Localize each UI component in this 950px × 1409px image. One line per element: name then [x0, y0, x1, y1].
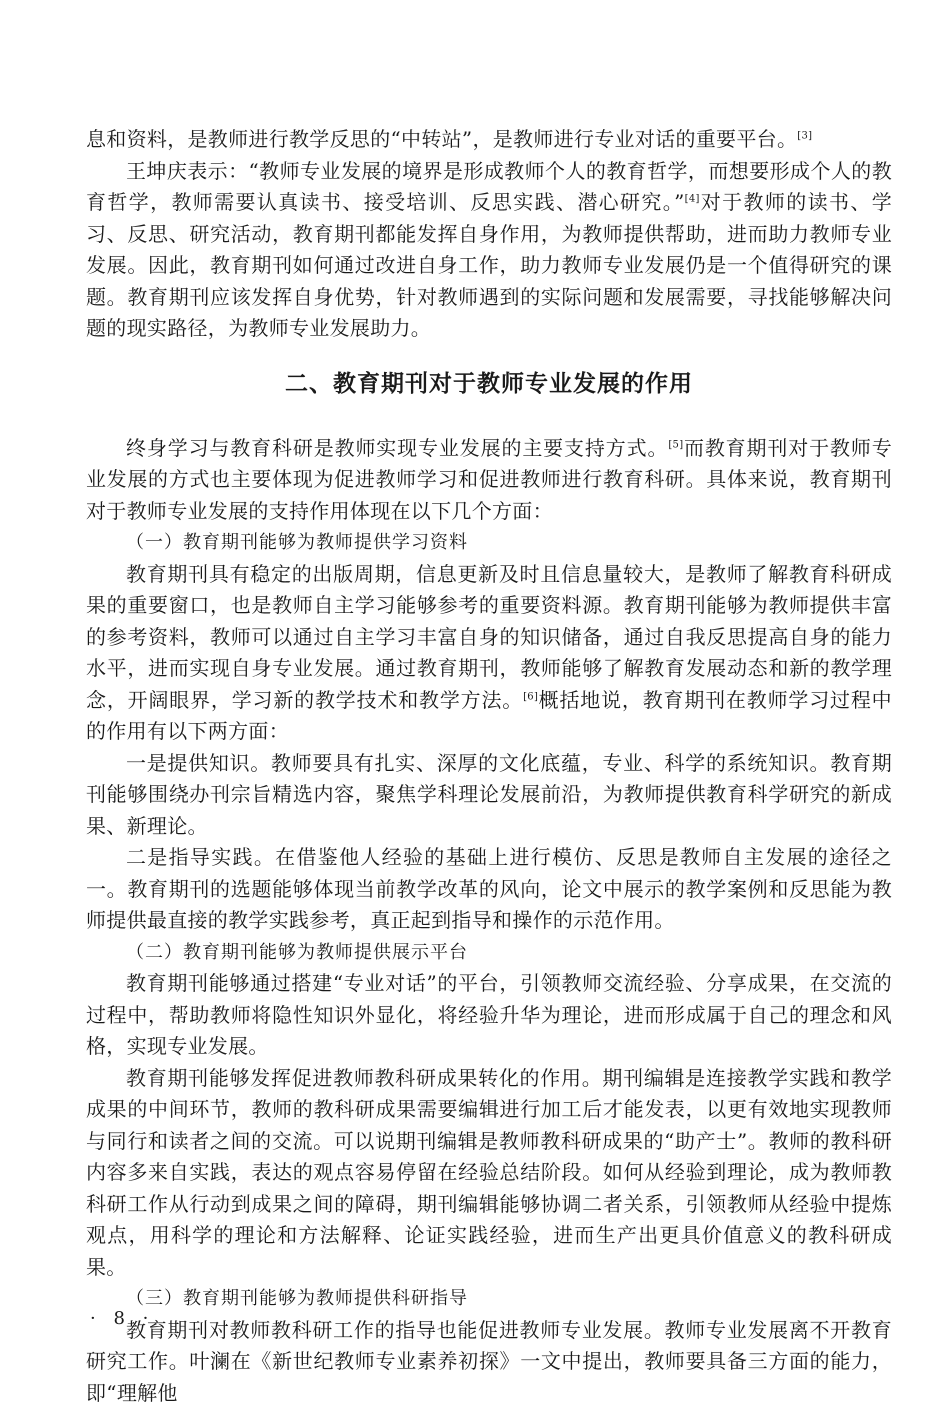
citation-ref: [4] — [685, 193, 700, 204]
page-number: · 8 · — [90, 1308, 154, 1329]
paragraph — [86, 124, 892, 156]
section-title: 二、教育期刊对于教师专业发展的作用 — [86, 369, 892, 399]
paragraph-text: 息和资料，是教师进行教学反思的“中转站”，是教师进行专业对话的重要平台。 — [86, 127, 797, 151]
paragraph-text: 王坤庆表示：“教师专业发展的境界是形成教师个人的教育哲学，而想要形成个人的教育哲学，教师需要认真读书、接受培训、反思实践、潜心研究。” — [86, 159, 892, 215]
paragraph-text: 对于教师的读书、学习、反思、研究活动，教育期刊都能发挥自身作用，为教师提供帮助，进而助力教师专业发展。因此，教育期刊如何通过改进自身工作，助力教师专业发展仍是一个值得研究的课题。教育期刊应该发挥自身优势，针对教师遇到的实际问题和发展需要，寻找能够解决问题的现实路径，为教师专业发展助力。 — [86, 190, 892, 340]
paragraph-text: 终身学习与教育科研是教师实现专业发展的主要支持方式。 — [126, 436, 668, 460]
paragraph-text: 概括地说，教育期刊在教师学习过程中的作用有以下两方面： — [86, 688, 892, 744]
page-body — [86, 124, 892, 1409]
subheading: （一）教育期刊能够为教师提供学习资料 — [86, 527, 892, 559]
paragraph: 一是提供知识。教师要具有扎实、深厚的文化底蕴，专业、科学的系统知识。教育期刊能够围绕办刊宗旨精选内容，聚焦学科理论发展前沿，为教师提供教育科学研究的新成果、新理论。 — [86, 748, 892, 843]
paragraph-text: 而教育期刊对于教师专业发展的方式也主要体现为促进教师学习和促进教师进行教育科研。具体来说，教育期刊对于教师专业发展的支持作用体现在以下几个方面： — [86, 436, 892, 523]
paragraph: 教育期刊能够发挥促进教师教科研成果转化的作用。期刊编辑是连接教学实践和教学成果的中间环节，教师的教科研成果需要编辑进行加工后才能发表，以更有效地实现教师与同行和读者之间的交流。可以说期刊编辑是教师教科研成果的“助产士”。教师的教科研内容多来自实践，表达的观点容易停留在经验总结阶段。如何从经验到理论，成为教师教科研工作从行动到成果之间的障碍，期刊编辑能够协调二者关系，引领教师从经验中提炼观点，用科学的理论和方法解释、论证实践经验，进而生产出更具价值意义的教科研成果。 — [86, 1063, 892, 1284]
paragraph — [86, 156, 892, 345]
subheading: （二）教育期刊能够为教师提供展示平台 — [86, 937, 892, 969]
paragraph: 教育期刊能够通过搭建“专业对话”的平台，引领教师交流经验、分享成果，在交流的过程中，帮助教师将隐性知识外显化，将经验升华为理论，进而形成属于自己的理念和风格，实现专业发展。 — [86, 968, 892, 1063]
subheading: （三）教育期刊能够为教师提供科研指导 — [86, 1283, 892, 1315]
paragraph: 教育期刊对教师教科研工作的指导也能促进教师专业发展。教师专业发展离不开教育研究工作。叶澜在《新世纪教师专业素养初探》一文中提出，教师要具备三方面的能力，即“理解他 — [86, 1315, 892, 1409]
citation-ref: [5] — [668, 439, 683, 450]
citation-ref: [3] — [797, 130, 812, 141]
paragraph: 二是指导实践。在借鉴他人经验的基础上进行模仿、反思是教师自主发展的途径之一。教育期刊的选题能够体现当前教学改革的风向，论文中展示的教学案例和反思能为教师提供最直接的教学实践参考，真正起到指导和操作的示范作用。 — [86, 842, 892, 937]
citation-ref: [6] — [523, 691, 538, 702]
paragraph — [86, 433, 892, 528]
paragraph — [86, 559, 892, 748]
paragraph-text: 教育期刊具有稳定的出版周期，信息更新及时且信息量较大，是教师了解教育科研成果的重要窗口，也是教师自主学习能够参考的重要资料源。教育期刊能够为教师提供丰富的参考资料，教师可以通过自主学习丰富自身的知识储备，通过自我反思提高自身的能力水平，进而实现自身专业发展。通过教育期刊，教师能够了解教育发展动态和新的教学理念，开阔眼界，学习新的教学技术和教学方法。 — [86, 562, 892, 712]
